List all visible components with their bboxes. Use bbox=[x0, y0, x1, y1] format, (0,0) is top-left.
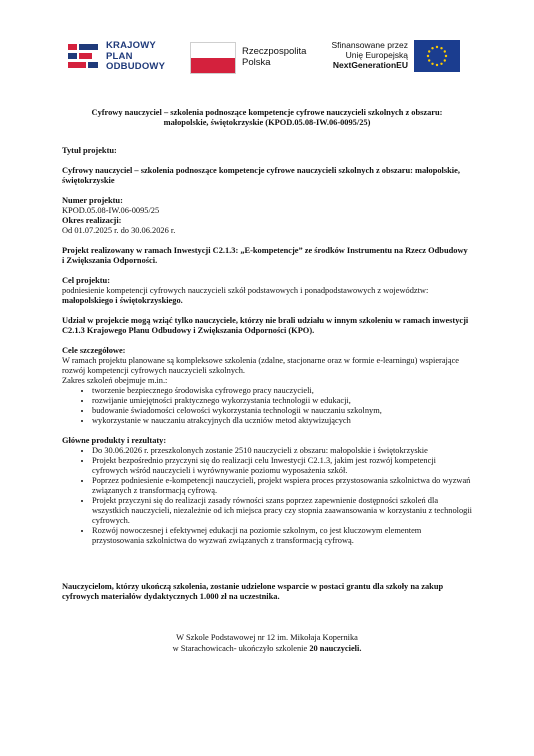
list-item: • wykorzystanie w nauczaniu atrakcyjnych dla uczniów metod aktywizujących bbox=[92, 416, 472, 426]
title-line-1: Cyfrowy nauczyciel – szkolenia podnoszące kompetencje cyfrowe nauczycieli szkolnych z obszaru: bbox=[91, 108, 443, 117]
eu-star-icon bbox=[431, 63, 433, 65]
project-title-label: Tytuł projektu: bbox=[62, 146, 117, 155]
eu-line-1: Sfinansowane przez bbox=[331, 40, 408, 50]
list-item: • rozwijanie umiejętności praktycznego wykorzystania technologii w edukacji, bbox=[92, 396, 472, 406]
footer-line-2-text: w Starachowicach- ukończyło szkolenie bbox=[172, 644, 310, 653]
eu-star-icon bbox=[440, 63, 442, 65]
list-item: • Projekt bezpośrednio przyczyni się do realizacji celu Inwestycji C2.1.3, jakim jest rozwój kompetencji cyfrowych wśród nauczycieli i wyrównywanie poziomu wyposażenia szkół. bbox=[92, 456, 472, 476]
eu-star-icon bbox=[436, 64, 438, 66]
footer-note bbox=[62, 632, 472, 654]
goal-text bbox=[62, 286, 472, 306]
kpo-logo bbox=[66, 40, 176, 80]
rp-text bbox=[242, 46, 306, 68]
footer-line-1: W Szkole Podstawowej nr 12 im. Mikołaja Kopernika bbox=[176, 633, 358, 642]
list-item: • Projekt przyczyni się do realizacji zasady równości szans poprzez zapewnienie dostępności szkoleń dla wszystkich nauczycieli, niezależnie od ich miejsca pracy czy stopnia zaawansowania w korzystaniu z technologii cyfrowych. bbox=[92, 496, 472, 526]
funding-statement: Projekt realizowany w ramach Inwestycji C2.1.3: „E-kompetencje” ze środków Instrumentu na Rzecz Odbudowy i Zwiększania Odporności. bbox=[62, 246, 468, 265]
scope-list bbox=[62, 386, 472, 426]
eu-star-icon bbox=[440, 47, 442, 49]
eu-line-2: Unię Europejską bbox=[345, 50, 408, 60]
title-line-2: małopolskie, świętokrzyskie (KPOD.05.08-IW.06-0095/25) bbox=[163, 118, 371, 127]
results-list bbox=[62, 446, 472, 546]
eu-star-icon bbox=[444, 59, 446, 61]
period-value: Od 01.07.2025 r. do 30.06.2026 r. bbox=[62, 226, 176, 235]
list-item: • Rozwój nowoczesnej i efektywnej edukacji na poziomie szkolnym, co jest kluczowym elementem przystosowania szkolnictwa do wyzwań związanych z transformacją cyfrową. bbox=[92, 526, 472, 546]
project-document bbox=[62, 108, 472, 654]
kpo-text bbox=[106, 41, 165, 73]
eu-star-icon bbox=[428, 59, 430, 61]
rp-line-2: Polska bbox=[242, 57, 271, 68]
specific-goals-text: W ramach projektu planowane są kompleksowe szkolenia (zdalne, stacjonarne oraz w formie e-learningu) wspierające rozwój kompetencji cyfrowych nauczycieli szkolnych. bbox=[62, 356, 460, 375]
project-number: KPOD.05.08-IW.06-0095/25 bbox=[62, 206, 160, 215]
goal-label: Cel projektu: bbox=[62, 276, 110, 285]
list-item: • tworzenie bezpiecznego środowiska cyfrowego pracy nauczycieli, bbox=[92, 386, 472, 396]
eu-flag-icon bbox=[414, 40, 460, 72]
participation-statement: Udział w projekcie mogą wziąć tylko nauczyciele, którzy nie brali udziału w innym szkoleniu w ramach inwestycji C2.1.3 Krajowego Planu Odbudowy i Zwiększania Odporności (KPO). bbox=[62, 316, 469, 335]
eu-line-3: NextGenerationEU bbox=[332, 60, 408, 70]
project-number-label: Numer projektu: bbox=[62, 196, 123, 205]
poland-flag-icon bbox=[190, 42, 236, 74]
kpo-line-2: PLAN bbox=[106, 50, 133, 62]
scope-label: Zakres szkoleń obejmuje m.in.: bbox=[62, 376, 168, 385]
footer-line-2 bbox=[62, 643, 472, 654]
project-title: Cyfrowy nauczyciel – szkolenia podnoszące kompetencje cyfrowe nauczycieli szkolnych z obszaru: małopolskie, świętokrzyskie bbox=[62, 166, 460, 185]
logo-bar bbox=[0, 0, 534, 92]
document-title bbox=[62, 108, 472, 128]
list-item: • Do 30.06.2026 r. przeszkolonych zostanie 2510 nauczycieli z obszaru: małopolskie i świętokrzyskie bbox=[92, 446, 472, 456]
eu-star-icon bbox=[431, 47, 433, 49]
period-label: Okres realizacji: bbox=[62, 216, 122, 225]
grant-statement: Nauczycielom, którzy ukończą szkolenia, zostanie udzielone wsparcie w postaci grantu dla szkoły na zakup cyfrowych materiałów dydaktycznych 1.000 zł na uczestnika. bbox=[62, 582, 444, 601]
list-item: • Poprzez podniesienie e-kompetencji nauczycieli, projekt wspiera proces przystosowania szkolnictwa do wyzwań związanych z transformacją cyfrową. bbox=[92, 476, 472, 496]
eu-star-icon bbox=[428, 50, 430, 52]
eu-star-icon bbox=[436, 46, 438, 48]
specific-goals-label: Cele szczegółowe: bbox=[62, 346, 126, 355]
results-label: Główne produkty i rezultaty: bbox=[62, 436, 167, 445]
eu-star-icon bbox=[444, 50, 446, 52]
eu-star-icon bbox=[445, 55, 447, 57]
eu-star-icon bbox=[427, 55, 429, 57]
footer-line-2-bold: 20 nauczycieli. bbox=[309, 644, 362, 653]
eu-funding-text bbox=[320, 40, 408, 70]
kpo-mark-icon bbox=[66, 40, 100, 74]
list-item: • budowanie świadomości celowości wykorzystania technologii w nauczaniu szkolnym, bbox=[92, 406, 472, 416]
rp-line-1: Rzeczpospolita bbox=[242, 46, 307, 57]
kpo-line-3: ODBUDOWY bbox=[106, 61, 166, 72]
kpo-line-1: KRAJOWY bbox=[106, 40, 156, 51]
goal-text-plain: podniesienie kompetencji cyfrowych nauczycieli szkół podstawowych i ponadpodstawowych z województw: bbox=[62, 286, 429, 295]
goal-text-bold: małopolskiego i świętokrzyskiego. bbox=[62, 296, 183, 305]
